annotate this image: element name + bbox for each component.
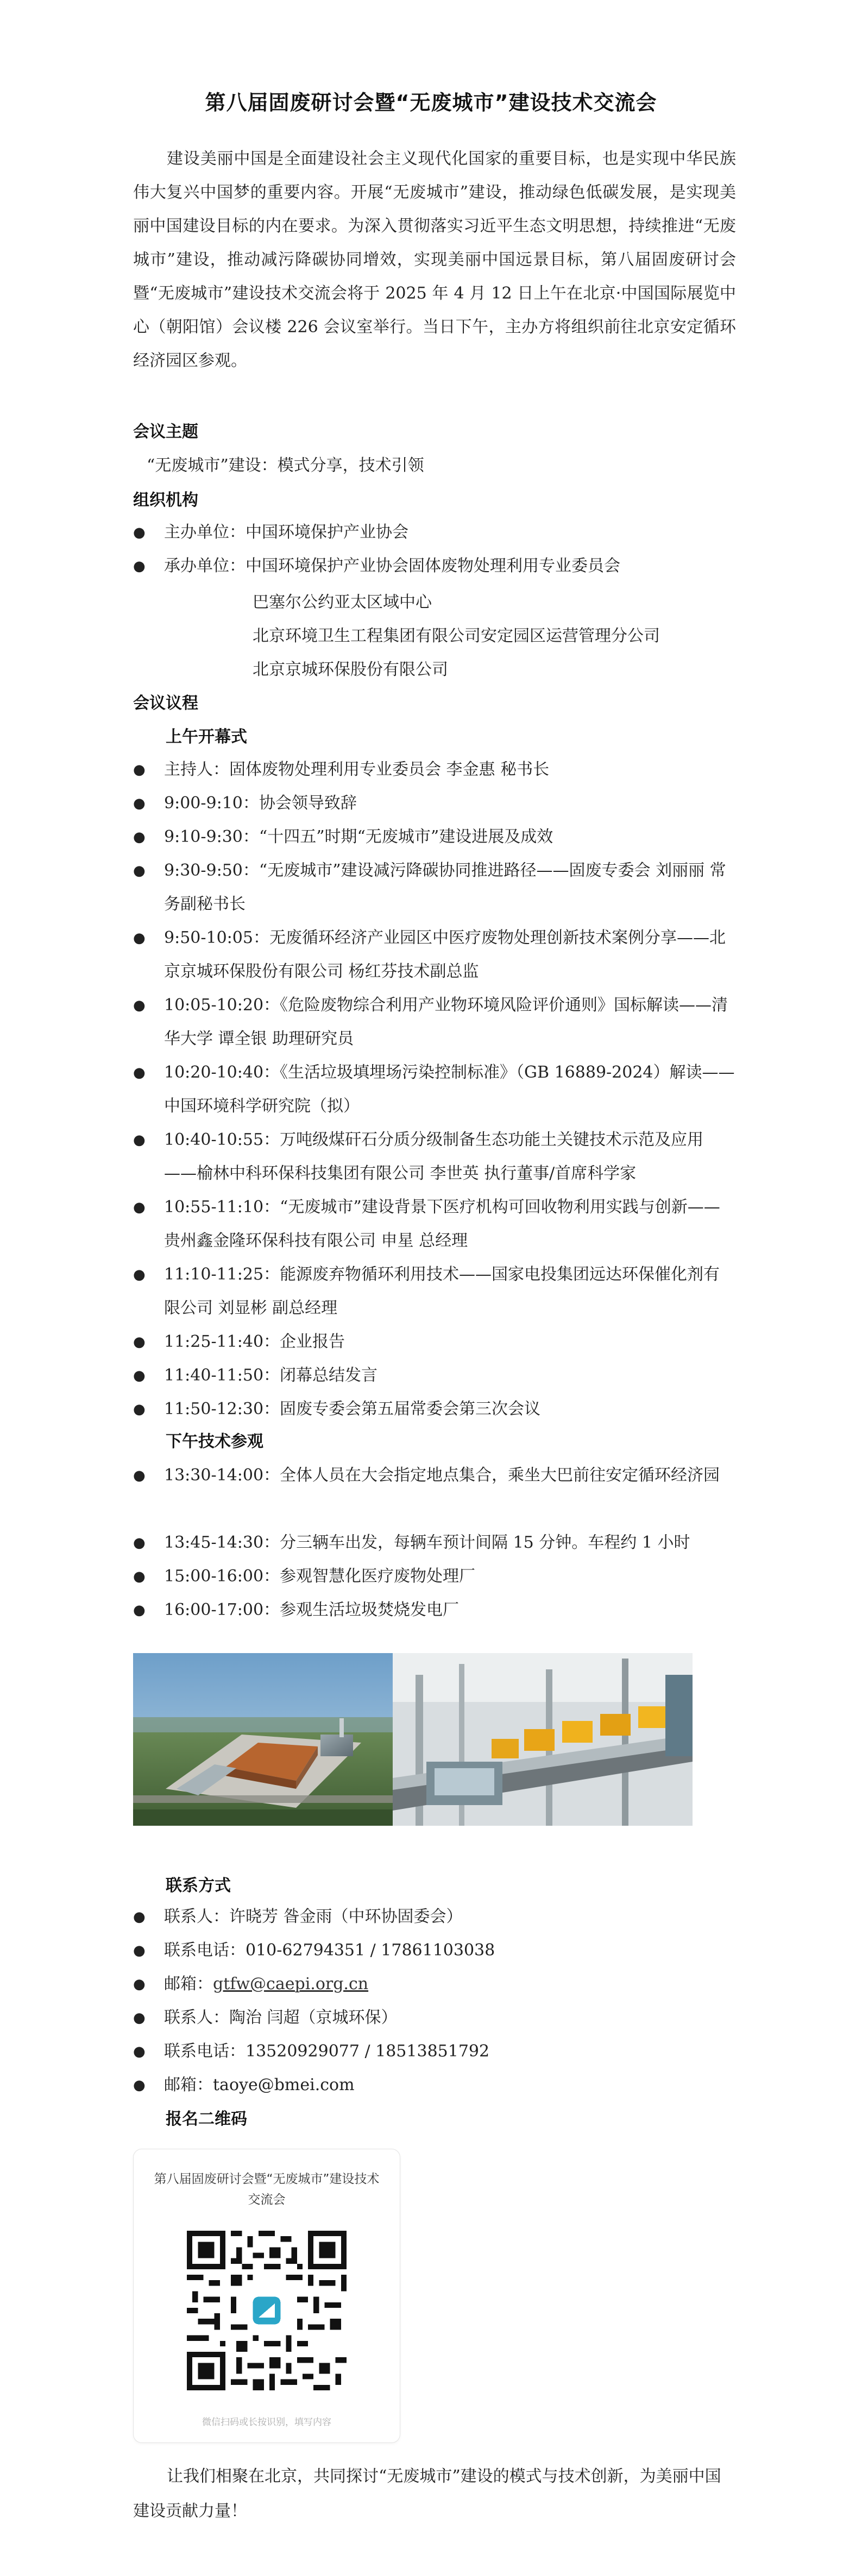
intro-paragraph: 建设美丽中国是全面建设社会主义现代化国家的重要目标，也是实现中华民族伟大复兴中国梦的重要内容。开展“无废城市”建设，推动绿色低碳发展，是实现美丽中国建设目标的内在要求。为深入贯彻落实习近平生态文明思想，持续推进“无废城市”建设，推动减污降碳协同增效，实现美丽中国远景目标，第八届固废研讨会暨“无废城市”建设技术交流会将于 2025 年 4 月 12 日上午在北京·中国国际展览中心（朝阳馆）会议楼 226 会议室举行。当日下午，主办方将组织前往北京安定循环经济园区参观。 [133, 149, 736, 370]
org-co: ● 承办单位：中国环境保护产业协会固体废物处理利用专业委员会 [133, 549, 736, 583]
bullet-dot: ● [133, 1267, 146, 1283]
bullet-dot: ● [133, 1467, 146, 1484]
contact-item: ● 联系电话：13520929077 / 18513851792 [133, 2035, 736, 2068]
contact-item: ● 联系人：陶治 闫超（京城环保） [133, 2001, 736, 2035]
agenda-heading: 会议议程 [133, 694, 198, 713]
qr-card-title: 第八届固废研讨会暨“无废城市”建设技术交流会 [154, 2172, 380, 2207]
agenda-item: ● 11:10-11:25：能源废弃物循环利用技术——国家电投集团远达环保催化剂有限公司 刘显彬 副总经理 [133, 1258, 736, 1325]
qr-code-icon[interactable] [187, 2231, 347, 2390]
bullet-dot: ● [133, 863, 146, 879]
interior-photo [393, 1653, 693, 1826]
agenda-item: ● 16:00-17:00：参观生活垃圾焚烧发电厂 [133, 1593, 736, 1627]
bullet-dot: ● [133, 1368, 146, 1384]
email-link[interactable]: gtfw@caepi.org.cn [213, 1974, 369, 1993]
contact-heading: 联系方式 [166, 1876, 231, 1895]
bullet-dot: ● [133, 524, 146, 541]
agenda-item: ● 10:40-10:55：万吨级煤矸石分质分级制备生态功能土关键技术示范及应用——榆林中科环保科技集团有限公司 李世英 执行董事/首席科学家 [133, 1123, 736, 1191]
bullet-dot: ● [133, 2077, 146, 2093]
bullet-dot: ● [133, 1132, 146, 1148]
contact-item: ● 联系人：许晓芳 昝金雨（中环协固委会） [133, 1900, 736, 1934]
bullet-dot: ● [133, 1976, 146, 1992]
qr-heading: 报名二维码 [166, 2110, 247, 2129]
bullet-dot: ● [133, 1065, 146, 1081]
org-co-item: 巴塞尔公约亚太区域中心 [253, 593, 432, 612]
contact-item: ● 邮箱：taoye@bmei.com [133, 2068, 736, 2102]
bullet-dot: ● [133, 1909, 146, 1925]
bullet-dot: ● [133, 762, 146, 778]
agenda-item: ● 11:25-11:40：企业报告 [133, 1325, 736, 1359]
agenda-item: ● 10:05-10:20：《危险废物综合利用产业物环境风险评价通则》国标解读——清华大学 谭全银 助理研究员 [133, 989, 736, 1056]
theme-text: “无废城市”建设：模式分享，技术引领 [147, 456, 424, 475]
site-photos [133, 1653, 693, 1826]
bullet-dot: ● [133, 1568, 146, 1585]
qr-card[interactable] [133, 2149, 400, 2443]
bullet-dot: ● [133, 1401, 146, 1417]
bullet-dot: ● [133, 930, 146, 946]
agenda-item: ● 9:00-9:10：协会领导致辞 [133, 787, 736, 820]
agenda-item: ● 主持人：固体废物处理利用专业委员会 李金惠 秘书长 [133, 753, 736, 787]
bullet-dot: ● [133, 1535, 146, 1551]
agenda-item: ● 15:00-16:00：参观智慧化医疗废物处理厂 [133, 1560, 736, 1593]
agenda-item: ● 13:45-14:30：分三辆车出发，每辆车预计间隔 15 分钟。车程约 1 小时 [133, 1526, 736, 1560]
bullet-dot: ● [133, 997, 146, 1014]
qr-hint: 微信扫码或长按识别，填写内容 [202, 2417, 331, 2428]
bullet-dot: ● [133, 1199, 146, 1216]
agenda-item: ● 11:40-11:50：闭幕总结发言 [133, 1359, 736, 1393]
agenda-item: ● 13:30-14:00：全体人员在大会指定地点集合，乘坐大巴前往安定循环经济园 [133, 1459, 736, 1492]
bullet-dot: ● [133, 1334, 146, 1350]
bullet-dot: ● [133, 829, 146, 845]
theme-heading: 会议主题 [133, 422, 198, 441]
morning-heading: 上午开幕式 [166, 727, 247, 746]
bullet-dot: ● [133, 795, 146, 812]
aerial-photo [133, 1653, 393, 1826]
bullet-dot: ● [133, 558, 146, 574]
org-heading: 组织机构 [133, 491, 198, 510]
page-title: 第八届固废研讨会暨“无废城市”建设技术交流会 [205, 91, 657, 115]
bullet-dot: ● [133, 1602, 146, 1618]
agenda-item: ● 10:55-11:10：“无废城市”建设背景下医疗机构可回收物利用实践与创新——贵州鑫金隆环保科技有限公司 申星 总经理 [133, 1191, 736, 1258]
contact-item: ● 邮箱：gtfw@caepi.org.cn [133, 1967, 736, 2001]
agenda-item: ● 9:10-9:30：“十四五”时期“无废城市”建设进展及成效 [133, 820, 736, 854]
bullet-dot: ● [133, 1942, 146, 1959]
org-co-item: 北京环境卫生工程集团有限公司安定园区运营管理分公司 [253, 626, 660, 645]
bullet-dot: ● [133, 2010, 146, 2026]
agenda-item: ● 9:30-9:50：“无废城市”建设减污降碳协同推进路径——固废专委会 刘丽丽 常务副秘书长 [133, 854, 736, 921]
agenda-item: ● 9:50-10:05：无废循环经济产业园区中医疗废物处理创新技术案例分享——北京京城环保股份有限公司 杨红芬技术副总监 [133, 921, 736, 989]
afternoon-heading: 下午技术参观 [166, 1432, 263, 1451]
org-host: ● 主办单位：中国环境保护产业协会 [133, 516, 736, 549]
org-co-item: 北京京城环保股份有限公司 [253, 660, 448, 679]
agenda-item: ● 11:50-12:30：固废专委会第五届常委会第三次会议 [133, 1393, 736, 1426]
agenda-item: ● 10:20-10:40：《生活垃圾填埋场污染控制标准》（GB 16889-2024）解读——中国环境科学研究院（拟） [133, 1056, 736, 1123]
bullet-dot: ● [133, 2043, 146, 2060]
closing-paragraph: 让我们相聚在北京，共同探讨“无废城市”建设的模式与技术创新，为美丽中国建设贡献力量！ [133, 2467, 721, 2521]
contact-item: ● 联系电话：010-62794351 / 17861103038 [133, 1934, 736, 1967]
